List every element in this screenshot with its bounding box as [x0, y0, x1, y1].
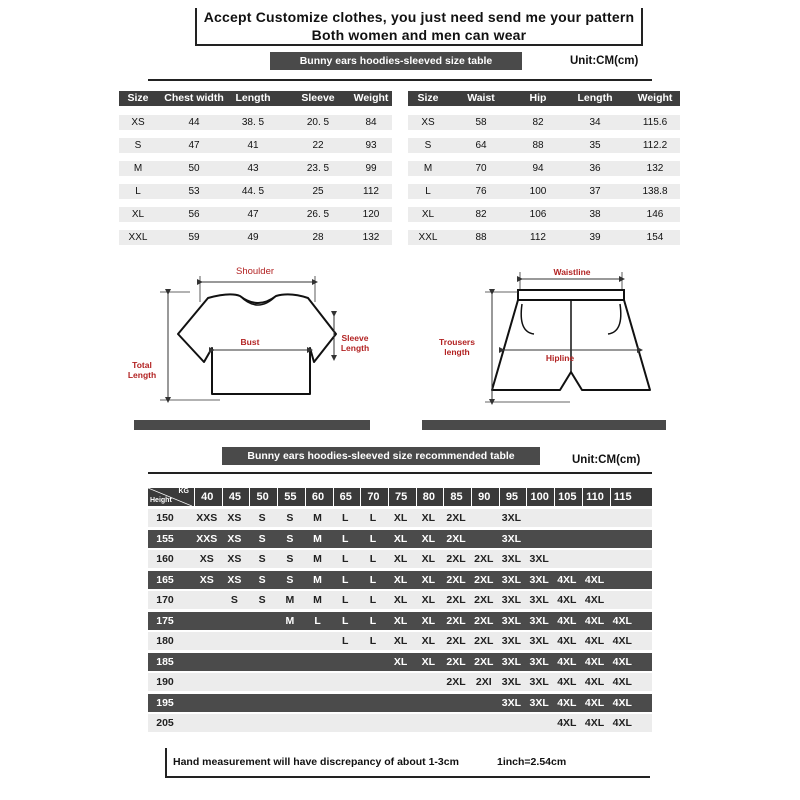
- size-cell: [607, 509, 639, 527]
- table-row: [148, 673, 652, 691]
- table-cell: 120: [362, 209, 380, 220]
- table-cell: 112: [530, 232, 546, 243]
- size-cell: 4XL: [557, 635, 577, 647]
- size-cell: 4XL: [557, 594, 577, 606]
- height-cell: 175: [156, 614, 174, 627]
- weight-column-header: 95: [499, 488, 525, 506]
- weight-column-header: 70: [360, 488, 386, 506]
- table-cell: 22: [312, 140, 324, 151]
- table-cell: 76: [475, 186, 487, 197]
- size-cell: L: [314, 614, 321, 627]
- table-cell: 58: [475, 117, 487, 128]
- table-cell: 56: [188, 209, 200, 220]
- size-cell: L: [369, 573, 377, 586]
- size-cell: 4XL: [584, 717, 605, 729]
- size-cell: 4XL: [584, 573, 605, 586]
- header-box: [195, 8, 643, 46]
- table-cell: 93: [365, 140, 377, 151]
- size-cell: S: [286, 573, 294, 586]
- column-header: Length: [577, 92, 613, 104]
- table-cell: 44. 5: [241, 186, 265, 197]
- table-row: [148, 632, 652, 650]
- table-row: [148, 530, 652, 548]
- bust-label: Bust: [240, 337, 260, 347]
- top-measurement-diagram: [127, 262, 370, 412]
- table-cell: XS: [131, 117, 145, 128]
- size-table-unit: Unit:CM(cm): [570, 55, 639, 67]
- recommended-table-title: Bunny ears hoodies-sleeved size recommended table: [222, 447, 540, 465]
- table-row: [148, 591, 652, 609]
- height-cell: 185: [156, 655, 174, 668]
- column-header: Waist: [467, 92, 495, 104]
- size-cell: S: [258, 594, 266, 606]
- size-cell: XL: [421, 635, 436, 647]
- table-cell: 154: [646, 232, 664, 243]
- waistline-label: Waistline: [553, 267, 591, 277]
- table-cell: 59: [188, 232, 200, 243]
- table-cell: XL: [421, 209, 435, 220]
- size-cell: 4XL: [612, 635, 632, 647]
- table-cell: 26. 5: [306, 209, 330, 220]
- size-cell: XS: [199, 573, 214, 586]
- size-cell: L: [369, 614, 377, 627]
- table-cell: 28: [312, 232, 324, 243]
- column-header: Weight: [637, 92, 673, 104]
- size-cell: 4XL: [612, 655, 632, 668]
- table-row: [119, 138, 392, 153]
- size-cell: XL: [393, 614, 408, 627]
- size-cell: 3XL: [529, 696, 549, 709]
- recommended-table-unit: Unit:CM(cm): [572, 454, 641, 466]
- weight-column-header: 55: [277, 488, 303, 506]
- size-cell: S: [286, 512, 294, 524]
- height-cell: 155: [156, 532, 174, 545]
- size-cell: 4XL: [584, 696, 605, 709]
- size-cell: 4XL: [584, 635, 605, 647]
- height-cell: 170: [156, 594, 174, 606]
- size-cell: 4XL: [612, 614, 632, 627]
- size-cell: XS: [227, 553, 242, 565]
- table-cell: XS: [421, 117, 435, 128]
- size-cell: 4XL: [612, 717, 632, 729]
- size-cell: 4XL: [557, 717, 577, 729]
- table-row: [119, 161, 392, 176]
- column-header: Weight: [353, 92, 389, 104]
- table-cell: 112: [363, 186, 379, 197]
- size-cell: XL: [421, 655, 436, 668]
- size-cell: 2XL: [446, 573, 466, 586]
- size-cell: 3XL: [529, 573, 549, 586]
- weight-column-header: 80: [416, 488, 442, 506]
- table-cell: 53: [188, 186, 200, 197]
- table-header-row: [408, 91, 680, 106]
- table-cell: 38: [589, 209, 601, 220]
- table-cell: 35: [589, 140, 601, 151]
- table-cell: 50: [188, 163, 200, 174]
- size-cell: 2XL: [446, 614, 466, 627]
- size-cell: [607, 591, 639, 609]
- size-cell: 2XL: [474, 635, 494, 647]
- size-cell: 3XL: [529, 676, 549, 688]
- table-cell: L: [135, 186, 141, 197]
- size-cell: 4XL: [584, 594, 605, 606]
- size-cell: XXS: [196, 532, 218, 545]
- size-cell: L: [342, 573, 349, 586]
- table-row: [148, 509, 652, 527]
- size-cell: 4XL: [584, 676, 605, 688]
- size-cell: XL: [393, 635, 408, 647]
- size-cell: XL: [393, 512, 408, 524]
- size-cell: XL: [393, 573, 408, 586]
- size-cell: 2XL: [474, 573, 494, 586]
- weight-column-header: 105: [554, 488, 580, 506]
- table-row: [119, 184, 392, 199]
- height-cell: 195: [156, 696, 174, 709]
- table-cell: 49: [247, 232, 259, 243]
- size-cell: 4XL: [612, 696, 632, 709]
- weight-column-header: 110: [582, 488, 608, 506]
- size-cell: 4XL: [584, 614, 605, 627]
- table-cell: 47: [188, 140, 200, 151]
- size-cell: S: [258, 553, 266, 565]
- size-cell: XL: [421, 512, 436, 524]
- size-cell: 2XL: [474, 614, 494, 627]
- table-row: [148, 694, 652, 712]
- size-table-title: Bunny ears hoodies-sleeved size table: [270, 52, 522, 70]
- size-cell: 3XL: [501, 532, 522, 545]
- table-cell: 70: [475, 163, 487, 174]
- table-cell: 39: [589, 232, 601, 243]
- table-cell: 36: [589, 163, 601, 174]
- table-cell: 100: [529, 186, 547, 197]
- table-cell: 64: [475, 140, 487, 151]
- height-cell: 205: [156, 717, 174, 729]
- table-cell: 23. 5: [306, 163, 330, 174]
- table-cell: XL: [131, 209, 145, 220]
- table-cell: 106: [529, 209, 547, 220]
- table-row: [119, 115, 392, 130]
- table-cell: 88: [532, 140, 544, 151]
- top-size-table: [119, 91, 392, 251]
- height-cell: 190: [156, 676, 174, 688]
- table-cell: 132: [362, 232, 380, 243]
- weight-column-header: 75: [388, 488, 414, 506]
- table-cell: M: [133, 163, 143, 174]
- size-cell: [607, 530, 639, 548]
- size-cell: XL: [421, 614, 436, 627]
- table-row: [148, 571, 652, 589]
- column-header: Size: [417, 92, 439, 104]
- table-cell: 146: [646, 209, 664, 220]
- size-cell: 4XL: [557, 573, 577, 586]
- size-cell: L: [369, 532, 377, 545]
- weight-column-header: 90: [471, 488, 497, 506]
- table-cell: XXL: [128, 232, 148, 243]
- size-cell: 3XL: [501, 635, 522, 647]
- size-cell: 3XL: [529, 635, 549, 647]
- size-cell: L: [369, 512, 377, 524]
- size-cell: L: [369, 553, 377, 565]
- table-cell: 82: [475, 209, 487, 220]
- table-cell: 84: [365, 117, 377, 128]
- size-cell: 2XL: [446, 676, 466, 688]
- size-cell: 2XI: [475, 676, 492, 688]
- size-cell: L: [342, 614, 349, 627]
- size-cell: 3XL: [529, 594, 549, 606]
- size-cell: M: [285, 594, 295, 606]
- hipline-label: Hipline: [545, 353, 575, 363]
- height-cell: 180: [156, 635, 174, 647]
- size-cell: S: [286, 532, 294, 545]
- trousers-length-label: Trousers length: [439, 337, 475, 357]
- size-cell: XL: [393, 532, 408, 545]
- size-cell: S: [258, 573, 266, 586]
- divider-bar-left: [134, 420, 370, 430]
- table-row: [408, 138, 680, 153]
- table-row: [408, 115, 680, 130]
- table-cell: 41: [247, 140, 259, 151]
- total-length-label: Total Length: [127, 360, 157, 380]
- column-header: Sleeve: [301, 92, 335, 104]
- table-cell: 38. 5: [241, 117, 265, 128]
- size-cell: 3XL: [501, 676, 522, 688]
- size-cell: 3XL: [501, 696, 522, 709]
- size-cell: XL: [393, 594, 408, 606]
- table-cell: 20. 5: [306, 117, 330, 128]
- size-cell: 3XL: [529, 614, 549, 627]
- size-cell: [607, 550, 639, 568]
- size-cell: L: [342, 532, 349, 545]
- size-cell: M: [285, 614, 295, 627]
- table-row: [148, 612, 652, 630]
- size-cell: XS: [227, 532, 242, 545]
- size-cell: 2XL: [474, 655, 494, 668]
- size-cell: 2XL: [446, 532, 466, 545]
- inch-conversion: 1inch=2.54cm: [497, 756, 567, 768]
- column-header: Length: [235, 92, 271, 104]
- size-cell: 4XL: [584, 655, 605, 668]
- weight-column-header: 45: [222, 488, 248, 506]
- table-cell: S: [424, 140, 432, 151]
- footer-note-box: [165, 748, 650, 778]
- height-cell: 150: [156, 512, 174, 524]
- table-cell: 37: [589, 186, 601, 197]
- table-row: [408, 184, 680, 199]
- weight-column-header: 60: [305, 488, 331, 506]
- size-cell: 2XL: [474, 594, 494, 606]
- size-cell: XS: [227, 512, 242, 524]
- divider-line: [148, 79, 652, 81]
- table-cell: 99: [365, 163, 377, 174]
- size-cell: 2XL: [446, 635, 466, 647]
- height-label: Height: [150, 497, 172, 504]
- size-cell: L: [369, 594, 377, 606]
- size-cell: [607, 571, 639, 589]
- size-cell: M: [313, 532, 322, 545]
- size-cell: 3XL: [529, 655, 549, 668]
- table-cell: 82: [532, 117, 544, 128]
- table-cell: 138.8: [642, 186, 668, 197]
- size-cell: L: [342, 635, 349, 647]
- shoulder-label: Shoulder: [235, 266, 275, 277]
- table-row: [408, 161, 680, 176]
- size-cell: M: [313, 512, 322, 524]
- table-row: [148, 714, 652, 732]
- table-cell: L: [425, 186, 431, 197]
- size-cell: S: [286, 553, 294, 565]
- table-cell: 132: [646, 163, 664, 174]
- height-cell: 160: [156, 553, 174, 565]
- table-row: [408, 230, 680, 245]
- column-header: Hip: [529, 92, 547, 104]
- table-cell: S: [134, 140, 142, 151]
- table-cell: M: [423, 163, 433, 174]
- size-cell: L: [342, 594, 349, 606]
- table-cell: 88: [475, 232, 487, 243]
- table-cell: 25: [312, 186, 324, 197]
- table-row: [148, 550, 652, 568]
- size-cell: XXS: [196, 512, 218, 524]
- weight-column-header: 115: [610, 488, 636, 506]
- size-cell: L: [369, 635, 377, 647]
- size-cell: 2XL: [446, 655, 466, 668]
- size-cell: 4XL: [557, 614, 577, 627]
- table-cell: 115.6: [642, 117, 668, 128]
- table-cell: 43: [247, 163, 259, 174]
- measurement-note: Hand measurement will have discrepancy of about 1-3cm: [173, 756, 459, 768]
- size-cell: 3XL: [501, 614, 522, 627]
- header-line-1: Accept Customize clothes, you just need send me your pattern: [203, 9, 635, 25]
- size-cell: XL: [421, 594, 436, 606]
- table-cell: XXL: [418, 232, 438, 243]
- table-cell: 47: [247, 209, 259, 220]
- size-cell: L: [342, 512, 349, 524]
- weight-column-header: 65: [333, 488, 359, 506]
- size-cell: 3XL: [501, 573, 522, 586]
- table-header-row: [119, 91, 392, 106]
- column-header: Size: [127, 92, 149, 104]
- size-cell: 4XL: [557, 696, 577, 709]
- size-cell: XL: [421, 553, 436, 565]
- size-cell: XL: [393, 655, 408, 668]
- size-cell: 2XL: [446, 553, 466, 565]
- size-cell: 3XL: [501, 655, 522, 668]
- column-header: Chest width: [164, 92, 224, 104]
- divider-bar-right: [422, 420, 666, 430]
- size-cell: M: [313, 594, 322, 606]
- table-cell: 44: [188, 117, 200, 128]
- weight-column-header: 100: [526, 488, 552, 506]
- table-row: [119, 230, 392, 245]
- bottom-measurement-diagram: [430, 262, 660, 412]
- size-cell: L: [342, 553, 349, 565]
- height-weight-corner: [148, 488, 192, 506]
- size-cell: 4XL: [557, 676, 577, 688]
- header-line-2: Both women and men can wear: [311, 27, 527, 43]
- height-cell: 165: [156, 573, 174, 586]
- size-cell: 2XL: [474, 553, 494, 565]
- size-cell: 3XL: [529, 553, 549, 565]
- recommended-header-row: [148, 488, 652, 506]
- weight-column-header: 85: [443, 488, 469, 506]
- size-cell: XL: [421, 532, 436, 545]
- size-cell: XL: [393, 553, 408, 565]
- divider-line-2: [148, 472, 652, 474]
- weight-column-header: 40: [194, 488, 220, 506]
- bottom-size-table: [408, 91, 680, 251]
- table-cell: 34: [589, 117, 601, 128]
- size-cell: S: [258, 512, 266, 524]
- size-cell: 3XL: [501, 553, 522, 565]
- size-cell: S: [258, 532, 266, 545]
- weight-column-header: 50: [249, 488, 275, 506]
- size-cell: 2XL: [446, 512, 466, 524]
- size-cell: 3XL: [501, 594, 522, 606]
- table-row: [148, 653, 652, 671]
- size-cell: XS: [227, 573, 242, 586]
- size-cell: 2XL: [446, 594, 466, 606]
- size-cell: XS: [199, 553, 214, 565]
- table-row: [119, 207, 392, 222]
- table-row: [408, 207, 680, 222]
- table-cell: 94: [532, 163, 544, 174]
- size-cell: XL: [421, 573, 436, 586]
- size-cell: M: [313, 553, 322, 565]
- table-cell: 112.2: [642, 140, 668, 151]
- size-cell: S: [230, 594, 238, 606]
- size-cell: 4XL: [557, 655, 577, 668]
- size-cell: 4XL: [612, 676, 632, 688]
- kg-label: KG: [178, 488, 189, 495]
- size-cell: M: [313, 573, 322, 586]
- sleeve-length-label: Sleeve Length: [340, 333, 370, 353]
- size-cell: 3XL: [501, 512, 522, 524]
